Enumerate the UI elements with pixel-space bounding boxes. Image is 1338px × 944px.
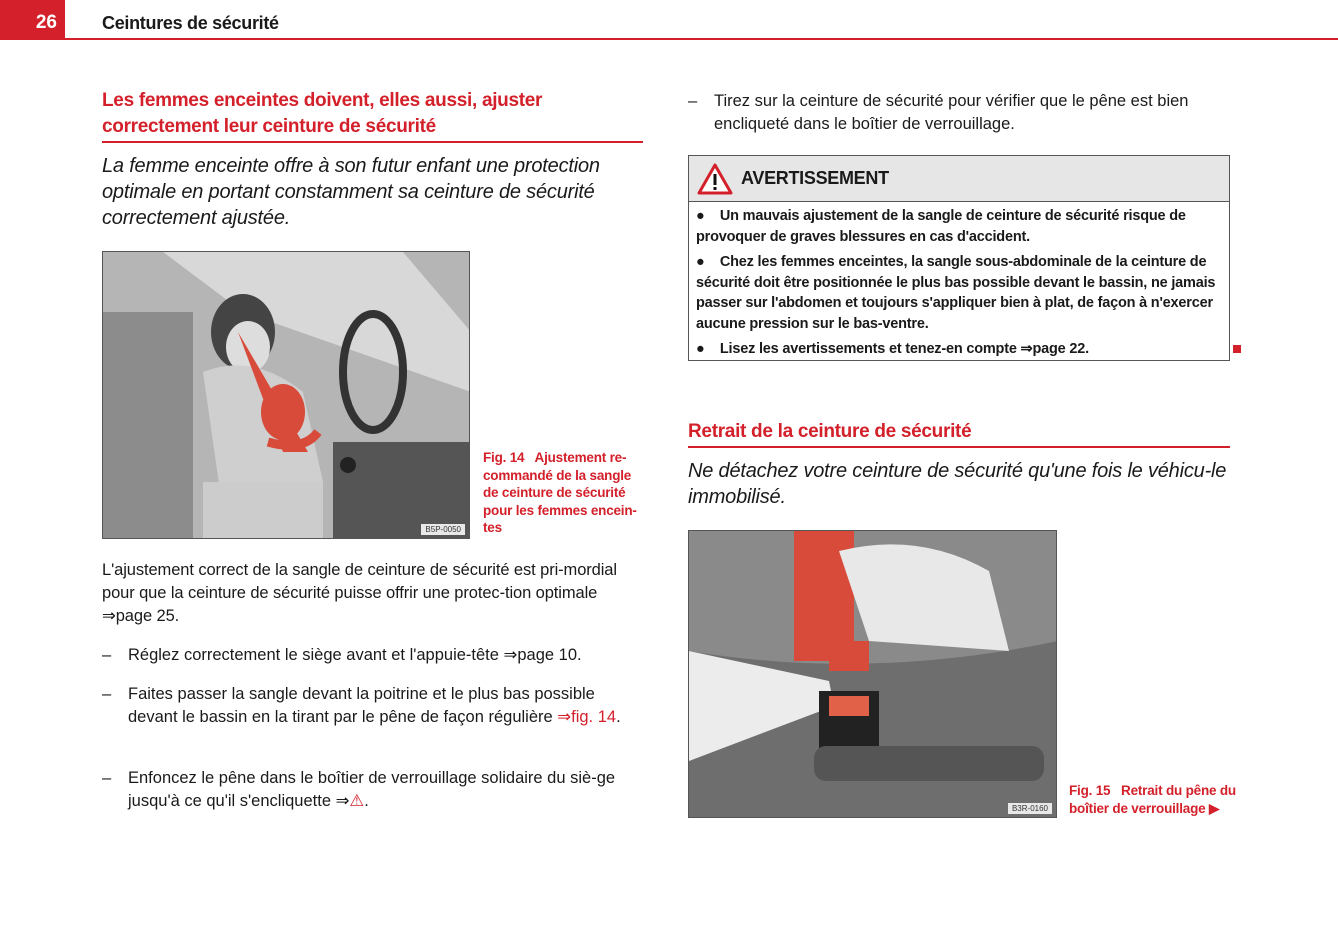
step-text: Faites passer la sangle devant la poitrine et le plus bas possible devant le bassin en la tirant par le pêne de façon régulière	[128, 685, 595, 726]
warning-item: ● Lisez les avertissements et tenez-en compte ⇒page 22.	[696, 341, 1089, 357]
warning-title: AVERTISSEMENT	[741, 168, 889, 188]
figure-code: B5P-0050	[421, 524, 465, 535]
warning-header	[689, 156, 1229, 202]
warning-item: ● Chez les femmes enceintes, la sangle sous-abdominale de la ceinture de sécurité doit être positionnée le plus bas possible devant le bassin, ne jamais passer sur l'abdomen et toujours s'appliquer bien à plat, de façon à n'exercer aucune pression sur le bas-ventre.	[696, 254, 1216, 332]
section-heading-pregnant: Les femmes enceintes doivent, elles aussi, ajuster correctement leur ceinture de sécurité	[102, 88, 643, 143]
lead-text-pregnant: La femme enceinte offre à son futur enfant une protection optimale en portant constamment sa ceinture de sécurité correctement ajustée.	[102, 155, 600, 229]
warning-body	[689, 202, 1229, 360]
warning-link-icon[interactable]: ⚠	[349, 792, 365, 810]
caption-number: Fig. 14	[483, 450, 525, 465]
step-3	[102, 767, 643, 813]
fig-14-link[interactable]: ⇒fig. 14	[557, 708, 617, 726]
figure-15-image	[688, 530, 1057, 818]
caption-text: Retrait du pêne du boîtier de verrouillage	[1069, 783, 1236, 816]
warning-item: ● Un mauvais ajustement de la sangle de ceinture de sécurité risque de provoquer de graves blessures en cas d'accident.	[696, 208, 1186, 245]
lead-text-removal: Ne détachez votre ceinture de sécurité qu'une fois le véhicu-le immobilisé.	[688, 460, 1227, 508]
paragraph: L'ajustement correct de la sangle de ceinture de sécurité est pri-mordial pour que la ceinture de sécurité puisse offrir une protec-tion optimale ⇒page 25.	[102, 561, 617, 625]
step-punct: .	[364, 792, 369, 810]
figure-code: B3R-0160	[1008, 803, 1052, 814]
step-punct: .	[616, 708, 621, 726]
section-end-marker	[1233, 345, 1241, 353]
figure-14-image	[102, 251, 470, 539]
warning-box	[688, 155, 1230, 361]
warning-triangle-icon	[697, 163, 733, 195]
caption-text: Ajustement re-commandé de la sangle de ceinture de sécurité pour les femmes encein-tes	[483, 450, 637, 535]
warning-item-text: Chez les femmes enceintes, la sangle sous-abdominale de la ceinture de sécurité doit être positionnée le plus bas possible devant le bassin, ne jamais passer sur l'abdomen et toujours s'appliquer bien à plat, de façon à n'exercer aucune pression sur le bas-ventre.	[696, 254, 1216, 332]
step-1: – Réglez correctement le siège avant et l'appuie-tête ⇒page 10.	[102, 644, 643, 667]
warning-item-text: Un mauvais ajustement de la sangle de ceinture de sécurité risque de provoquer de graves blessures en cas d'accident.	[696, 208, 1186, 245]
step-2	[102, 683, 643, 729]
warning-item-text[interactable]: Lisez les avertissements et tenez-en compte ⇒page 22.	[719, 341, 1089, 357]
caption-number: Fig. 15	[1069, 783, 1111, 798]
step-text: Enfoncez le pêne dans le boîtier de verrouillage solidaire du siè-ge jusqu'à ce qu'il s'encliquette ⇒	[128, 769, 616, 810]
figure-15-caption	[1069, 782, 1249, 817]
step-4: – Tirez sur la ceinture de sécurité pour vérifier que le pêne est bien encliqueté dans le boîtier de verrouillage.	[688, 90, 1208, 136]
pregnant-driver-illustration	[103, 252, 470, 539]
buckle-release-illustration	[689, 531, 1057, 818]
header-rule	[0, 38, 1338, 40]
page-number: 26	[0, 0, 65, 38]
chapter-title: Ceintures de sécurité	[102, 13, 279, 33]
section-heading-removal: Retrait de la ceinture de sécurité	[688, 419, 1230, 448]
figure-14-caption	[483, 449, 643, 537]
continue-arrow-icon: ▶	[1209, 800, 1220, 816]
